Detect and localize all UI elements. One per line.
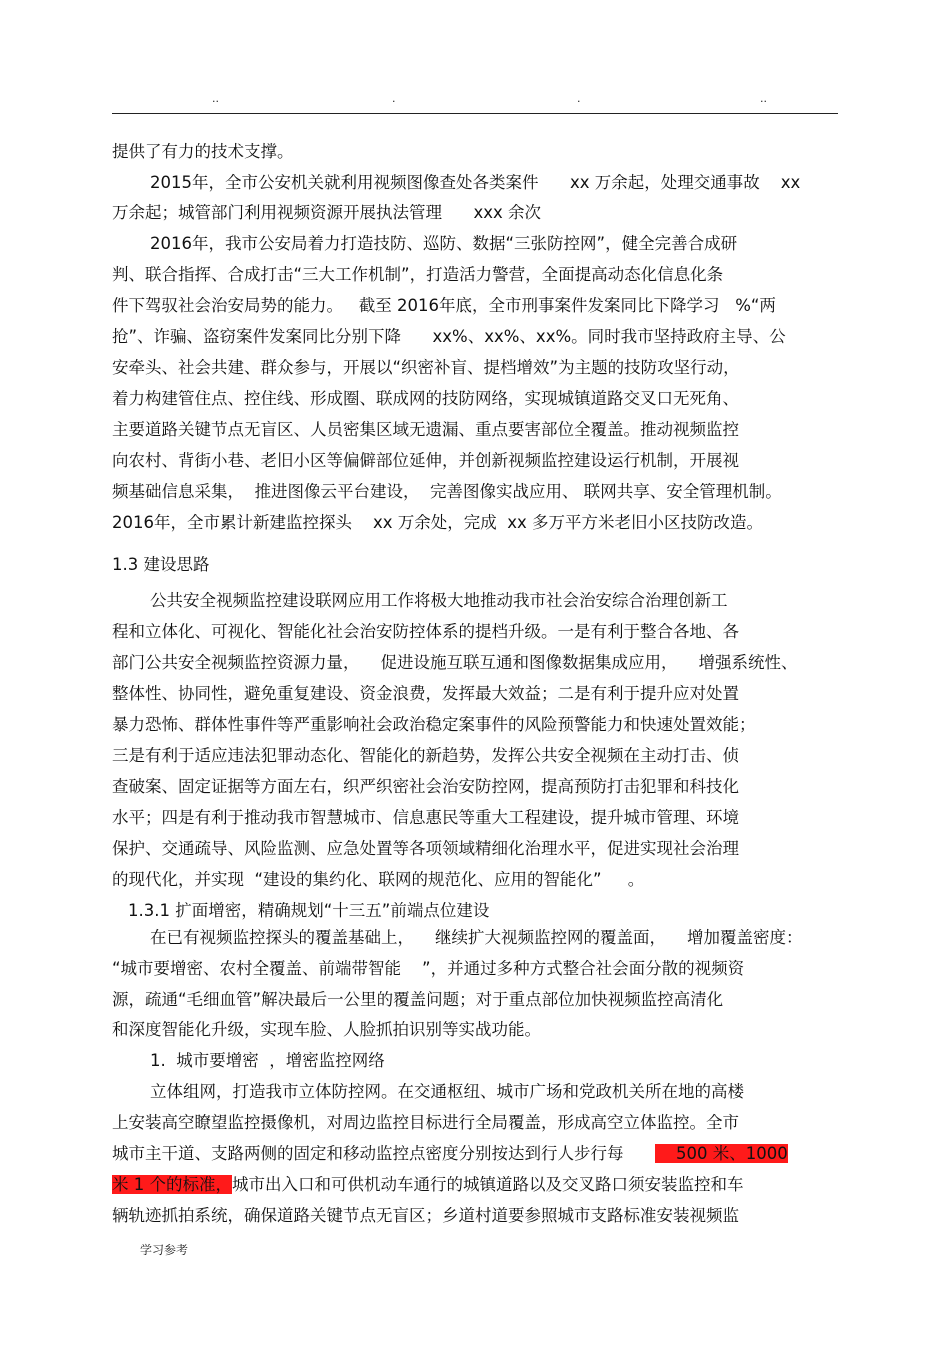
paragraph-line: 三是有利于适应违法犯罪动态化、智能化的新趋势，发挥公共安全视频在主动打击、侦 [112, 746, 739, 765]
paragraph-line: 向农村、背街小巷、老旧小区等偏僻部位延伸，并创新视频监控建设运行机制，开展视 [112, 451, 739, 470]
paragraph-line: 安牵头、社会共建、群众参与，开展以“织密补盲、提档增效”为主题的技防攻坚行动， [112, 358, 740, 377]
header-marks [112, 92, 838, 108]
header-rule [112, 113, 838, 114]
paragraph-line: 整体性、协同性，避免重复建设、资金浪费，发挥最大效益；二是有利于提升应对处置 [112, 684, 739, 703]
paragraph-line: 2016年，我市公安局着力打造技防、巡防、数据“三张防控网”，健全完善合成研 [150, 234, 738, 253]
paragraph-line: 件下驾驭社会治安局势的能力。 截至 2016年底，全市刑事案件发案同比下降学习 %“两 [112, 296, 776, 315]
paragraph-line: 公共安全视频监控建设联网应用工作将极大地推动我市社会治安综合治理创新工 [150, 591, 728, 610]
line-text: 城市出入口和可供机动车通行的城镇道路以及交叉路口须安装监控和车 [232, 1175, 744, 1194]
paragraph-line: 辆轨迹抓拍系统，确保道路关键节点无盲区；乡道村道要参照城市支路标准安装视频监 [112, 1206, 739, 1225]
paragraph-line [112, 1174, 744, 1196]
paragraph-line: 立体组网，打造我市立体防控网。在交通枢纽、城市广场和党政机关所在地的高楼 [150, 1082, 744, 1101]
paragraph-line: 上安装高空瞭望监控摄像机，对周边监控目标进行全局覆盖，形成高空立体监控。全市 [112, 1113, 739, 1132]
paragraph-line: 提供了有力的技术支撑。 [112, 142, 294, 161]
paragraph-line: 主要道路关键节点无盲区、人员密集区域无遗漏、重点要害部位全覆盖。推动视频监控 [112, 420, 739, 439]
paragraph-line: 在已有视频监控探头的覆盖基础上， 继续扩大视频监控网的覆盖面， 增加覆盖密度： [150, 928, 803, 947]
paragraph-line: 万余起；城管部门利用视频资源开展执法管理 xxx 余次 [112, 203, 542, 222]
paragraph-line: 的现代化，并实现 “建设的集约化、联网的规范化、应用的智能化” 。 [112, 870, 645, 889]
highlighted-text: 500 米、1000 [654, 1144, 788, 1163]
section-heading: 1.3 建设思路 [112, 555, 210, 574]
paragraph-line: 保护、交通疏导、风险监测、应急处置等各项领域精细化治理水平，促进实现社会治理 [112, 839, 739, 858]
paragraph-line: 暴力恐怖、群体性事件等严重影响社会政治稳定案事件的风险预警能力和快速处置效能； [112, 715, 756, 734]
paragraph-line: 程和立体化、可视化、智能化社会治安防控体系的提档升级。一是有利于整合各地、各 [112, 622, 739, 641]
subsection-heading: 1.3.1 扩面增密，精确规划“十三五”前端点位建设 [128, 901, 490, 920]
paragraph-line: 2015年，全市公安机关就利用视频图像查处各类案件 xx 万余起，处理交通事故 xx [150, 173, 801, 192]
paragraph-line: 抢”、诈骗、盗窃案件发案同比分别下降 xx%、xx%、xx%。同时我市坚持政府主导、公 [112, 327, 786, 346]
header-mark: .. [760, 92, 767, 105]
header-mark: . [577, 92, 581, 105]
paragraph-line: 着力构建管住点、控住线、形成圈、联成网的技防网络，实现城镇道路交叉口无死角、 [112, 389, 739, 408]
header-mark: .. [212, 92, 219, 105]
paragraph-line: 和深度智能化升级，实现车脸、人脸抓拍识别等实战功能。 [112, 1020, 541, 1039]
paragraph-line [112, 1143, 788, 1165]
header-mark: . [392, 92, 396, 105]
line-text: 城市主干道、支路两侧的固定和移动监控点密度分别按达到行人步行每 [112, 1144, 655, 1163]
paragraph-line: “城市要增密、农村全覆盖、前端带智能 ”，并通过多种方式整合社会面分散的视频资 [112, 959, 745, 978]
highlighted-text: 米 1 个的标准， [112, 1175, 232, 1194]
paragraph-line: 部门公共安全视频监控资源力量， 促进设施互联互通和图像数据集成应用， 增强系统性、 [112, 653, 798, 672]
paragraph-line: 查破案、固定证据等方面左右，织严织密社会治安防控网，提高预防打击犯罪和科技化 [112, 777, 739, 796]
paragraph-line: 水平；四是有利于推动我市智慧城市、信息惠民等重大工程建设，提升城市管理、环境 [112, 808, 739, 827]
paragraph-line: 源，疏通“毛细血管”解决最后一公里的覆盖问题；对于重点部位加快视频监控高清化 [112, 990, 724, 1009]
paragraph-line: 频基础信息采集， 推进图像云平台建设， 完善图像实战应用、 联网共享、安全管理机制。 [112, 482, 782, 501]
page-footer: 学习参考 [140, 1243, 189, 1257]
paragraph-line: 2016年，全市累计新建监控探头 xx 万余处，完成 xx 多万平方米老旧小区技防改造。 [112, 513, 764, 532]
numbered-item-heading: 1. 城市要增密 ，增密监控网络 [150, 1051, 385, 1070]
paragraph-line: 判、联合指挥、合成打击“三大工作机制”，打造活力警营，全面提高动态化信息化条 [112, 265, 724, 284]
